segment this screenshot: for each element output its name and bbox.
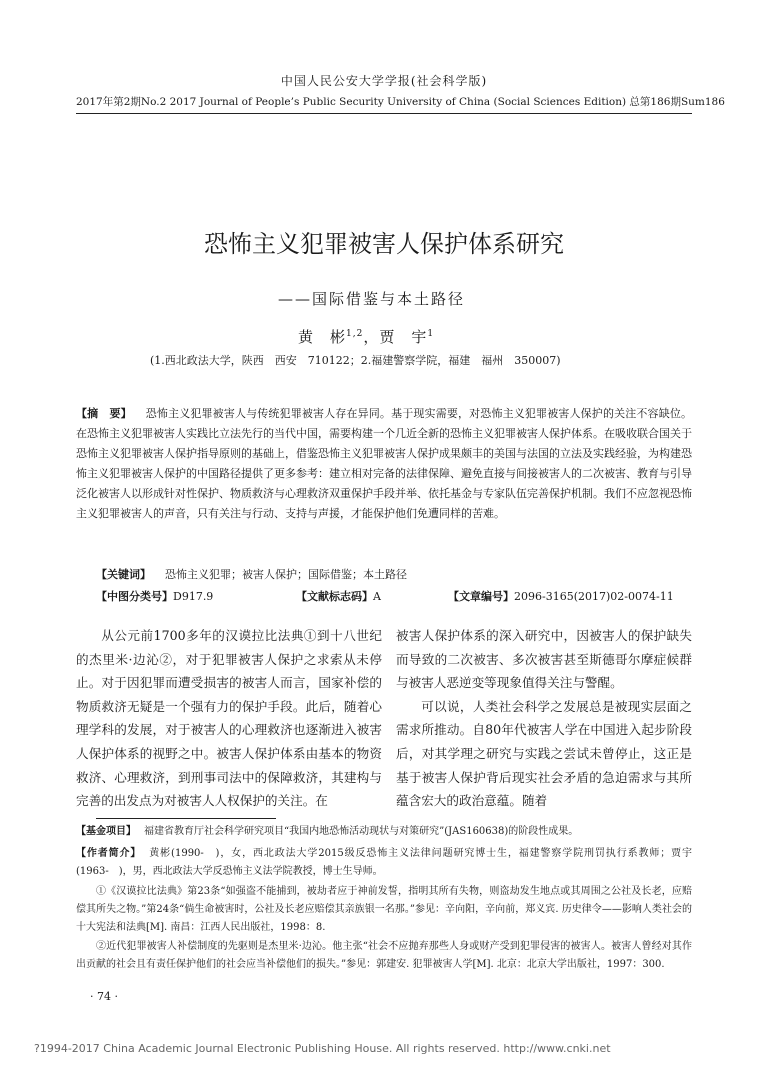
doc-code-value: A bbox=[373, 590, 381, 603]
header-rule bbox=[76, 113, 692, 114]
body-paragraph: 从公元前1700多年的汉谟拉比法典①到十八世纪的杰里米·边沁②，对于犯罪被害人保护之求索从未停止。对于因犯罪而遭受损害的被害人而言，国家补偿的物质救济无疑是一个强有力的保护手段。此后，随着心理学科的发展，对于被害人的心理救济也逐渐进入被害人保护体系的视野之中。被害人保护体系由基本的物资救济、心理救济，到刑事司法中的保障救济，其建构与完善的出发点为对被害人人权保护的关注。在 bbox=[76, 628, 382, 809]
journal-name: 中国人民公安大学学报(社会科学版) bbox=[280, 74, 488, 88]
author-1-affil-mark: 1,2 bbox=[346, 329, 364, 339]
keywords-text: 恐怖主义犯罪；被害人保护；国际借鉴；本土路径 bbox=[165, 568, 407, 581]
author-2-affil-mark: 1 bbox=[427, 329, 435, 339]
footnote-1-text: ①《汉谟拉比法典》第23条“如强盗不能捕到，被劫者应于神前发誓，指明其所有失物，则盗劫发生地点或其周围之公社及长老，应赔偿其所失之物。”第24条“倘生命被害时，公社及长老应赔偿其亲族银一名那。”参见：辛向阳，辛向前，郑义宾. 历史律令——影响人类社会的十大宪法和法典[M]. 南昌：江西人民出版社，1998：8. bbox=[76, 886, 692, 933]
abstract-label: 【摘 要】 bbox=[76, 407, 132, 420]
author-line bbox=[298, 326, 434, 347]
author-2-name: 贾 宇 bbox=[379, 328, 428, 346]
fund-label: 【基金项目】 bbox=[76, 826, 136, 837]
author-1-name: 黄 彬 bbox=[298, 328, 347, 346]
paper-subtitle: ——国际借鉴与本土路径 bbox=[278, 290, 466, 308]
affiliations: (1.西北政法大学，陕西 西安 710122；2.福建警察学院，福建 福州 350007) bbox=[150, 354, 561, 367]
keywords-label: 【关键词】 bbox=[96, 568, 151, 581]
keywords bbox=[96, 566, 407, 582]
author-separator: ， bbox=[363, 328, 380, 346]
footnote-2 bbox=[76, 938, 692, 974]
author-bio-label: 【作者简介】 bbox=[76, 848, 142, 859]
doc-code-label: 【文献标志码】 bbox=[296, 590, 373, 603]
body-column-left bbox=[76, 624, 382, 813]
doc-code-field bbox=[296, 588, 381, 604]
body-paragraph-continued: 被害人保护体系的深入研究中，因被害人的保护缺失而导致的二次被害、多次被害甚至斯德哥尔摩症候群与被害人恶逆变等现象值得关注与警醒。 bbox=[396, 628, 692, 691]
copyright-notice: ?1994-2017 China Academic Journal Electronic Publishing House. All rights reserved. http://www.cnki.net bbox=[34, 1042, 611, 1055]
body-column-right bbox=[396, 624, 692, 813]
abstract bbox=[76, 404, 692, 524]
body-paragraph: 可以说，人类社会科学之发展总是被现实层面之需求所推动。自80年代被害人学在中国进入起步阶段后，对其学理之研究与实践之尝试未曾停止，这正是基于被害人保护背后现实社会矛盾的急迫需求与其所蕴含宏大的政治意蕴。随着 bbox=[396, 698, 692, 809]
fund-text: 福建省教育厅社会科学研究项目“我国内地恐怖活动现状与对策研究”(JAS160638)的阶段性成果。 bbox=[144, 826, 579, 837]
article-number-label: 【文章编号】 bbox=[448, 590, 514, 603]
page-number: · 74 · bbox=[90, 990, 118, 1003]
clc-label: 【中图分类号】 bbox=[96, 590, 173, 603]
footnote-2-text: ②近代犯罪被害人补偿制度的先驱则是杰里米·边沁。他主张“社会不应抛弃那些人身或财产受到犯罪侵害的被害人。被害人曾经对其作出贡献的社会且有责任保护他们的社会应当补偿他们的损失。”参见：郭建安. 犯罪被害人学[M]. 北京：北京大学出版社，1997：300. bbox=[76, 941, 692, 970]
clc-field bbox=[96, 588, 213, 604]
abstract-text: 恐怖主义犯罪被害人与传统犯罪被害人存在异同。基于现实需要，对恐怖主义犯罪被害人保护的关注不容缺位。在恐怖主义犯罪被害人实践比立法先行的当代中国，需要构建一个几近全新的恐怖主义犯罪被害人保护体系。在吸收联合国关于恐怖主义犯罪被害人保护指导原则的基础上，借鉴恐怖主义犯罪被害人保护成果颇丰的美国与法国的立法及实践经验，为构建恐怖主义犯罪被害人保护的中国路径提供了更多参考：建立相对完备的法律保障、避免直接与间接被害人的二次被害、教育与引导泛化被害人以形成针对性保护、物质救济与心理救济双重保护手段并举、依托基金与专家队伍完善保护机制。我们不应忽视恐怖主义犯罪被害人的声音，只有关注与行动、支持与声援，才能保护他们免遭同样的苦难。 bbox=[76, 407, 693, 520]
author-bio-text: 黄彬(1990- )，女，西北政法大学2015级反恐怖主义法律问题研究博士生，福建警察学院刑罚执行系教师；贾宇(1963- )，男，西北政法大学反恐怖主义法学院教授，博士生导师。 bbox=[76, 848, 692, 877]
fund-note bbox=[76, 823, 692, 841]
footnote-1 bbox=[76, 883, 692, 937]
article-number-value: 2096-3165(2017)02-0074-11 bbox=[514, 590, 674, 603]
issue-line: 2017年第2期No.2 2017 Journal of People’s Public Security University of China (Social Sciences Edition) 总第186期Sum186 bbox=[76, 96, 725, 108]
author-bio bbox=[76, 845, 692, 881]
footnote-rule bbox=[96, 818, 276, 819]
article-number-field bbox=[448, 588, 674, 604]
paper-title: 恐怖主义犯罪被害人保护体系研究 bbox=[204, 230, 564, 258]
clc-value: D917.9 bbox=[173, 590, 214, 603]
